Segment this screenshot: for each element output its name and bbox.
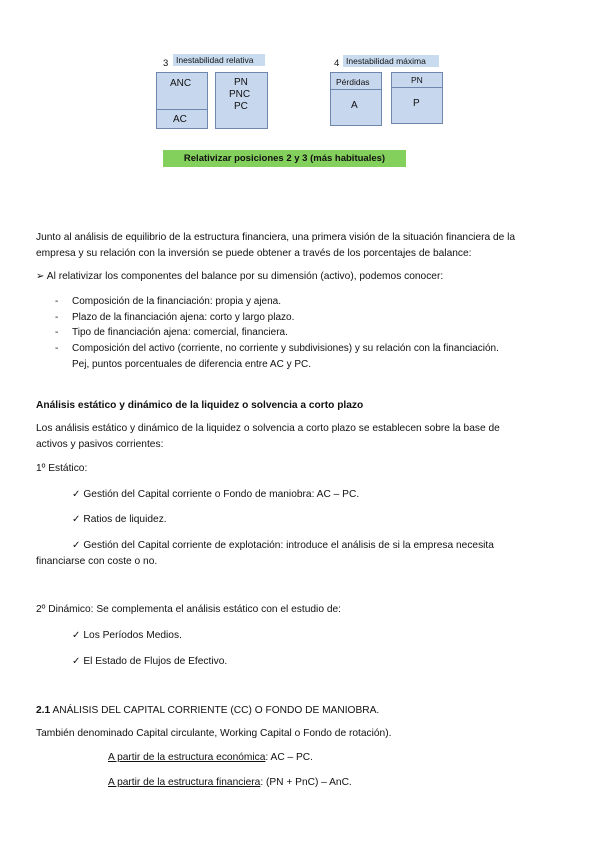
asset-divider [157, 109, 207, 110]
losses-divider [331, 89, 381, 90]
static-item: ✓ Gestión del Capital corriente de explotación: introduce el análisis de si la empresa necesita [72, 540, 494, 551]
dash-marker: - [55, 312, 59, 323]
section-para-line-1: Los análisis estático y dinámico de la liquidez o solvencia a corto plazo se establecen sobre la base de [36, 423, 500, 434]
pn-divider [392, 87, 442, 88]
dash-item: Plazo de la financiación ajena: corto y largo plazo. [72, 312, 295, 323]
arrow-item: ➢ Al relativizar los componentes del balance por su dimensión (activo), podemos conocer: [36, 271, 444, 282]
static-item: ✓ Gestión del Capital corriente o Fondo de maniobra: AC – PC. [72, 489, 360, 500]
section-title: ANÁLISIS DEL CAPITAL CORRIENTE (CC) O FONDO DE MANIOBRA. [50, 705, 380, 716]
section-2-1-heading [36, 703, 379, 719]
economic-structure-value: : AC – PC. [265, 752, 313, 763]
current-liabilities-label: PC [234, 101, 248, 112]
dash-item: Composición del activo (corriente, no corriente y subdivisiones) y su relación con la financiación. [72, 343, 499, 354]
relativize-banner: Relativizar posiciones 2 y 3 (más habituales) [163, 150, 406, 167]
diagram-number: 4 [334, 58, 340, 69]
diagram-header: Inestabilidad máxima [343, 55, 439, 67]
intro-line-2: empresa y su relación con la inversión se puede obtener a través de los porcentajes de balance: [36, 248, 472, 259]
equity-label: PN [411, 75, 423, 85]
liabilities-label: P [413, 98, 420, 109]
non-current-liabilities-label: PNC [229, 89, 251, 100]
financial-structure-label: A partir de la estructura financiera [108, 777, 261, 788]
static-item-continuation: financiarse con coste o no. [36, 556, 158, 567]
static-item: ✓ Ratios de liquidez. [72, 514, 167, 525]
dash-item: Tipo de financiación ajena: comercial, financiera. [72, 327, 288, 338]
dash-marker: - [55, 327, 59, 338]
diagram-number: 3 [163, 58, 169, 69]
section-2-1-para: También denominado Capital circulante, Working Capital o Fondo de rotación). [36, 728, 392, 739]
dash-marker: - [55, 296, 59, 307]
financial-structure-line [108, 775, 352, 791]
financial-structure-value: : (PN + PnC) – AnC. [260, 777, 352, 788]
diagram-header: Inestabilidad relativa [173, 54, 265, 66]
dynamic-item: ✓ El Estado de Flujos de Efectivo. [72, 656, 228, 667]
static-label: 1º Estático: [36, 463, 88, 474]
equity-label: PN [234, 77, 248, 88]
intro-line-1: Junto al análisis de equilibrio de la estructura financiera, una primera visión de la situación financiera de la [36, 232, 516, 243]
economic-structure-line [108, 750, 313, 766]
dynamic-label: 2º Dinámico: Se complementa el análisis estático con el estudio de: [36, 604, 341, 615]
section-heading: Análisis estático y dinámico de la liquidez o solvencia a corto plazo [36, 400, 364, 411]
dash-item: Composición de la financiación: propia y ajena. [72, 296, 282, 307]
dynamic-item: ✓ Los Períodos Medios. [72, 630, 182, 641]
section-para-line-2: activos y pasivos corrientes: [36, 439, 164, 450]
non-current-assets-label: ANC [170, 78, 192, 89]
assets-label: A [351, 100, 358, 111]
economic-structure-label: A partir de la estructura económica [108, 752, 266, 763]
dash-item-continuation: Pej, puntos porcentuales de diferencia entre AC y PC. [72, 359, 312, 370]
section-number: 2.1 [36, 705, 51, 716]
dash-marker: - [55, 343, 59, 354]
losses-label: Pérdidas [336, 77, 370, 87]
current-assets-label: AC [173, 114, 187, 125]
